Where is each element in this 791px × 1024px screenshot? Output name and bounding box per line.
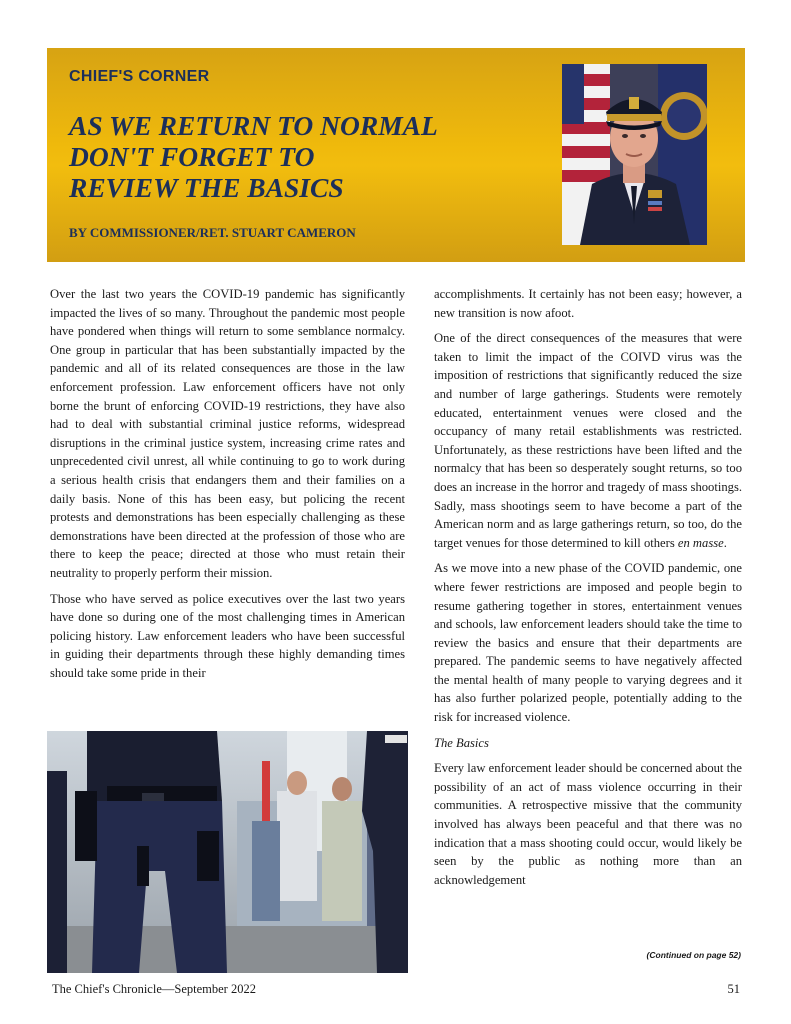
footer-publication: The Chief's Chronicle—September 2022 bbox=[52, 982, 256, 996]
section-label: CHIEF'S CORNER bbox=[69, 68, 210, 85]
paragraph-text: One of the direct consequences of the measures that were taken to limit the impact of the COIVD virus was the imposition of restrictions that significantly reduced the size and number of large gatherings. Students were remotely educated, entertainment venues were closed and the occupancy of many retail establishments was restricted. Unfortunately, as these restrictions have been lifted and the normalcy that has been so desperately sought returns, so too does an increase in the horror and tragedy of mass shootings. Sadly, mass shootings seem to have become a part of the American norm and as large gatherings return, so too, do the target venues for those determined to kill others bbox=[434, 331, 742, 550]
article-paragraph: As we move into a new phase of the COVID pandemic, one where fewer restrictions are imposed and people begin to resume gathering together in stores, entertainment venues and schools, law enforcement leaders should take the time to review the basics and ensure that their departments are prepared. The pandemic seems to have negatively affected the mental health of many people to varying degrees and it has also further polarized people, potentially adding to the risk for increased violence. bbox=[434, 561, 742, 725]
section-subheading: The Basics bbox=[434, 735, 489, 750]
author-byline: BY COMMISSIONER/RET. STUART CAMERON bbox=[69, 225, 356, 240]
article-column-left bbox=[50, 285, 405, 689]
footer-page-number: 51 bbox=[727, 982, 740, 996]
article-paragraph: accomplishments. It certainly has not been easy; however, a new transition is now afoot. bbox=[434, 287, 742, 320]
article-paragraph: Over the last two years the COVID-19 pandemic has significantly impacted the lives of so many. Throughout the pandemic most people have pondered when things will return to some semblance normalcy. One group in particular that has been substantially impacted by the pandemic and all of its related consequences are those in the law enforcement profession. Law enforcement officers have not only borne the brunt of enforcing COVID-19 restrictions, they have also had to deal with substantial criminal justice reforms, widespread disruptions in the criminal justice system, increasing crime rates and unprecedented civil unrest, all while continuing to go to work during a serious health crisis that endangers them and their families on a daily basis. None of this has been easy, but policing the recent protests and demonstrations has been especially challenging as these demonstrations have been directed at the profession of those who are there to keep the peace; directed at those who must retain their neutrality to properly perform their mission. bbox=[50, 287, 405, 580]
article-banner bbox=[47, 48, 745, 262]
author-portrait bbox=[562, 64, 707, 245]
article-paragraph: Those who have served as police executives over the last two years have done so during one of the most challenging times in American policing history. Law enforcement leaders who have been successful in guiding their departments through these highly demanding times should take some pride in their bbox=[50, 591, 405, 680]
article-column-right bbox=[434, 285, 742, 896]
headline-line-1: AS WE RETURN TO NORMAL bbox=[69, 110, 438, 141]
headline-line-3: REVIEW THE BASICS bbox=[69, 172, 344, 203]
italic-phrase: en masse bbox=[677, 535, 724, 550]
police-line-photo bbox=[47, 731, 408, 973]
article-paragraph: Every law enforcement leader should be concerned about the possibility of an act of mass violence occurring in their communities. A retrospective missive that the community involved has always been peaceful and that there was no indication that a mass shooting could occur, would likely be seen by the public as nothing more than an acknowledgement bbox=[434, 761, 742, 887]
headline-line-2: DON'T FORGET TO bbox=[69, 141, 315, 172]
continued-notice[interactable]: (Continued on page 52) bbox=[646, 950, 741, 960]
article-paragraph bbox=[434, 329, 742, 552]
paragraph-end: . bbox=[723, 535, 727, 550]
article-headline bbox=[69, 110, 539, 203]
